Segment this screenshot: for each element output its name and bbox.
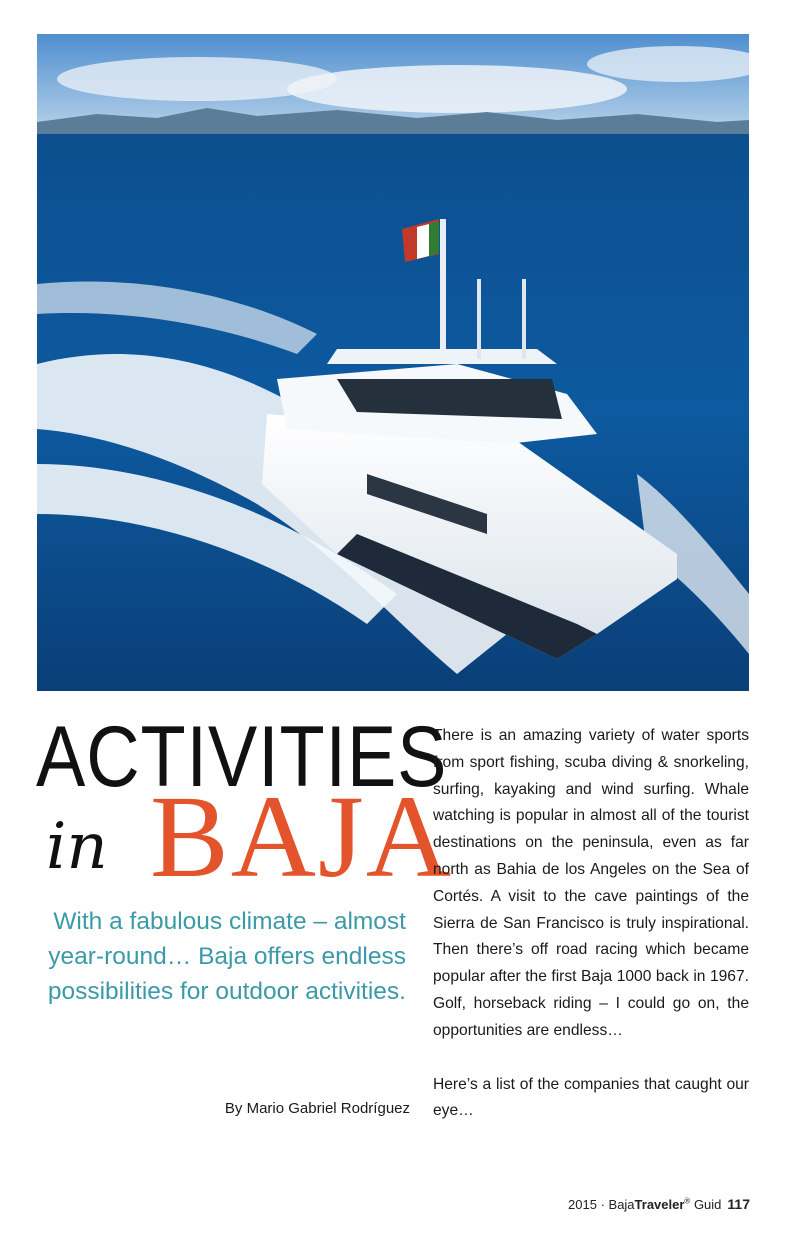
- byline: By Mario Gabriel Rodríguez: [224, 1100, 410, 1117]
- body-column: [433, 723, 749, 1152]
- body-paragraph-1: There is an amazing variety of water sports from sport fishing, scuba diving & snorkeling, surfing, kayaking and wind surfing. Whale watching is popular in almost all of the tourist destinations on the peninsula, even as far north as Bahia de los Angeles on the Sea of Cortés. A visit to the cave paintings of the Sierra de San Francisco is truly inspirational. Then there’s off road racing which became popular after the first Baja 1000 back in 1967. Golf, horseback riding – I could go on, the opportunities are endless…: [433, 727, 749, 1039]
- footer-reg: ®: [684, 1196, 691, 1206]
- page-footer: [568, 1196, 750, 1212]
- title-activities: ACTIVITIES: [36, 709, 448, 805]
- yacht-photo: [37, 34, 749, 691]
- body-paragraph-2: Here’s a list of the companies that caught our eye…: [433, 1075, 749, 1120]
- footer-suffix: Guid: [690, 1197, 722, 1212]
- page-number: 117: [727, 1196, 750, 1212]
- title-baja: BAJA: [150, 771, 454, 902]
- subtitle: With a fabulous climate – almost year-round… Baja offers endless possibilities for outdoor activities.: [47, 908, 406, 1005]
- title-connector: in: [46, 810, 108, 884]
- footer-prefix: 2015 · Baja: [568, 1197, 635, 1212]
- footer-brand: Traveler: [634, 1197, 685, 1212]
